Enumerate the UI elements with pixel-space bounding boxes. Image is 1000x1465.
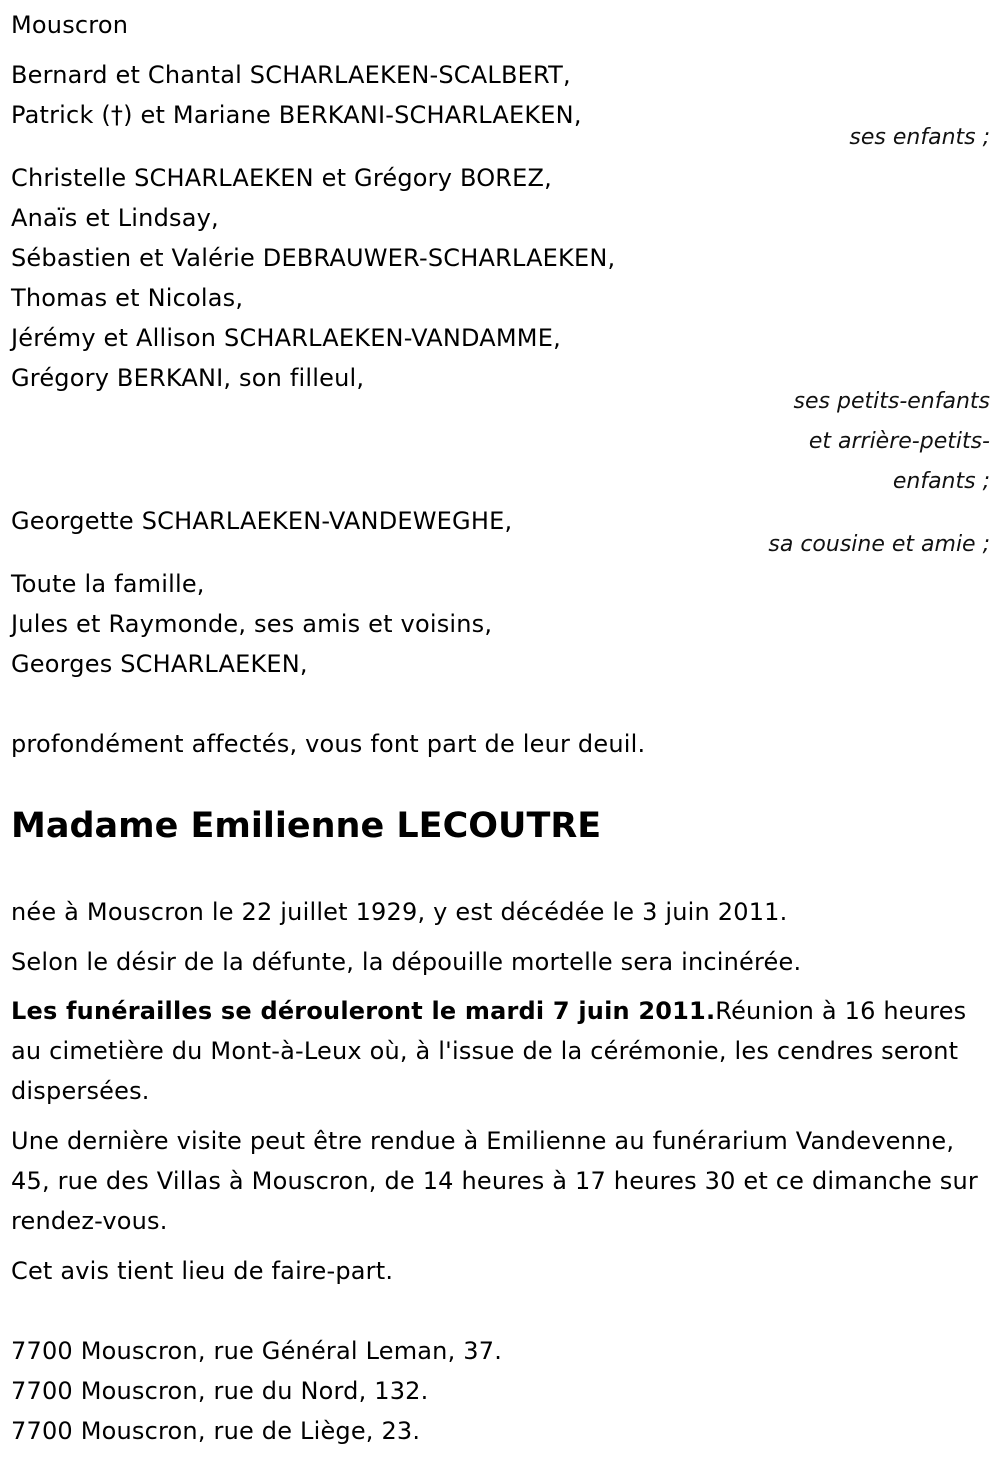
children-role: ses enfants ; — [849, 125, 990, 150]
funeral-date: Les funérailles se dérouleront le mardi 7 juin 2011. — [11, 997, 716, 1025]
notice: Cet avis tient lieu de faire-part. — [11, 1257, 394, 1285]
family-line: Jules et Raymonde, ses amis et voisins, — [11, 610, 493, 638]
grandchild-line: Sébastien et Valérie DEBRAUWER-SCHARLAEKEN, — [11, 244, 616, 272]
birth-death: née à Mouscron le 22 juillet 1929, y est décédée le 3 juin 2011. — [11, 898, 788, 926]
cousin-role: sa cousine et amie ; — [768, 532, 990, 557]
address-line: 7700 Mouscron, rue Général Leman, 37. — [11, 1337, 503, 1365]
grandchild-line: Christelle SCHARLAEKEN et Grégory BOREZ, — [11, 164, 553, 192]
family-line: Georges SCHARLAEKEN, — [11, 650, 308, 678]
visit-paragraph: Une dernière visite peut être rendue à Emilienne au funérarium Vandevenne, 45, rue des Villas à Mouscron, de 14 heures à 17 heures 30 et ce dimanche sur rendez-vous. — [11, 1127, 978, 1235]
grandchild-line: Thomas et Nicolas, — [11, 284, 244, 312]
child-line: Bernard et Chantal SCHARLAEKEN-SCALBERT, — [11, 61, 571, 89]
funeral-paragraph — [11, 991, 986, 1111]
grandchild-line: Jérémy et Allison SCHARLAEKEN-VANDAMME, — [11, 324, 561, 352]
grandchildren-role: enfants ; — [892, 469, 990, 494]
funeral-details: Réunion à 16 heures au cimetière du Mont-à-Leux où, à l'issue de la cérémonie, les cendres seront dispersées. — [11, 997, 967, 1105]
grandchild-line: Anaïs et Lindsay, — [11, 204, 219, 232]
grandchildren-role: et arrière-petits- — [808, 429, 990, 454]
cremation-note: Selon le désir de la défunte, la dépouille mortelle sera incinérée. — [11, 948, 802, 976]
cousin-line: Georgette SCHARLAEKEN-VANDEWEGHE, — [11, 507, 513, 535]
address-line: 7700 Mouscron, rue du Nord, 132. — [11, 1377, 429, 1405]
location: Mouscron — [11, 11, 129, 39]
grandchild-line: Grégory BERKANI, son filleul, — [11, 364, 365, 392]
family-line: Toute la famille, — [11, 570, 205, 598]
child-line: Patrick (†) et Mariane BERKANI-SCHARLAEKEN, — [11, 101, 582, 129]
grandchildren-role: ses petits-enfants — [793, 389, 990, 414]
address-line: 7700 Mouscron, rue de Liège, 23. — [11, 1417, 421, 1445]
deceased-name: Madame Emilienne LECOUTRE — [11, 806, 602, 846]
announcement: profondément affectés, vous font part de leur deuil. — [11, 730, 646, 758]
